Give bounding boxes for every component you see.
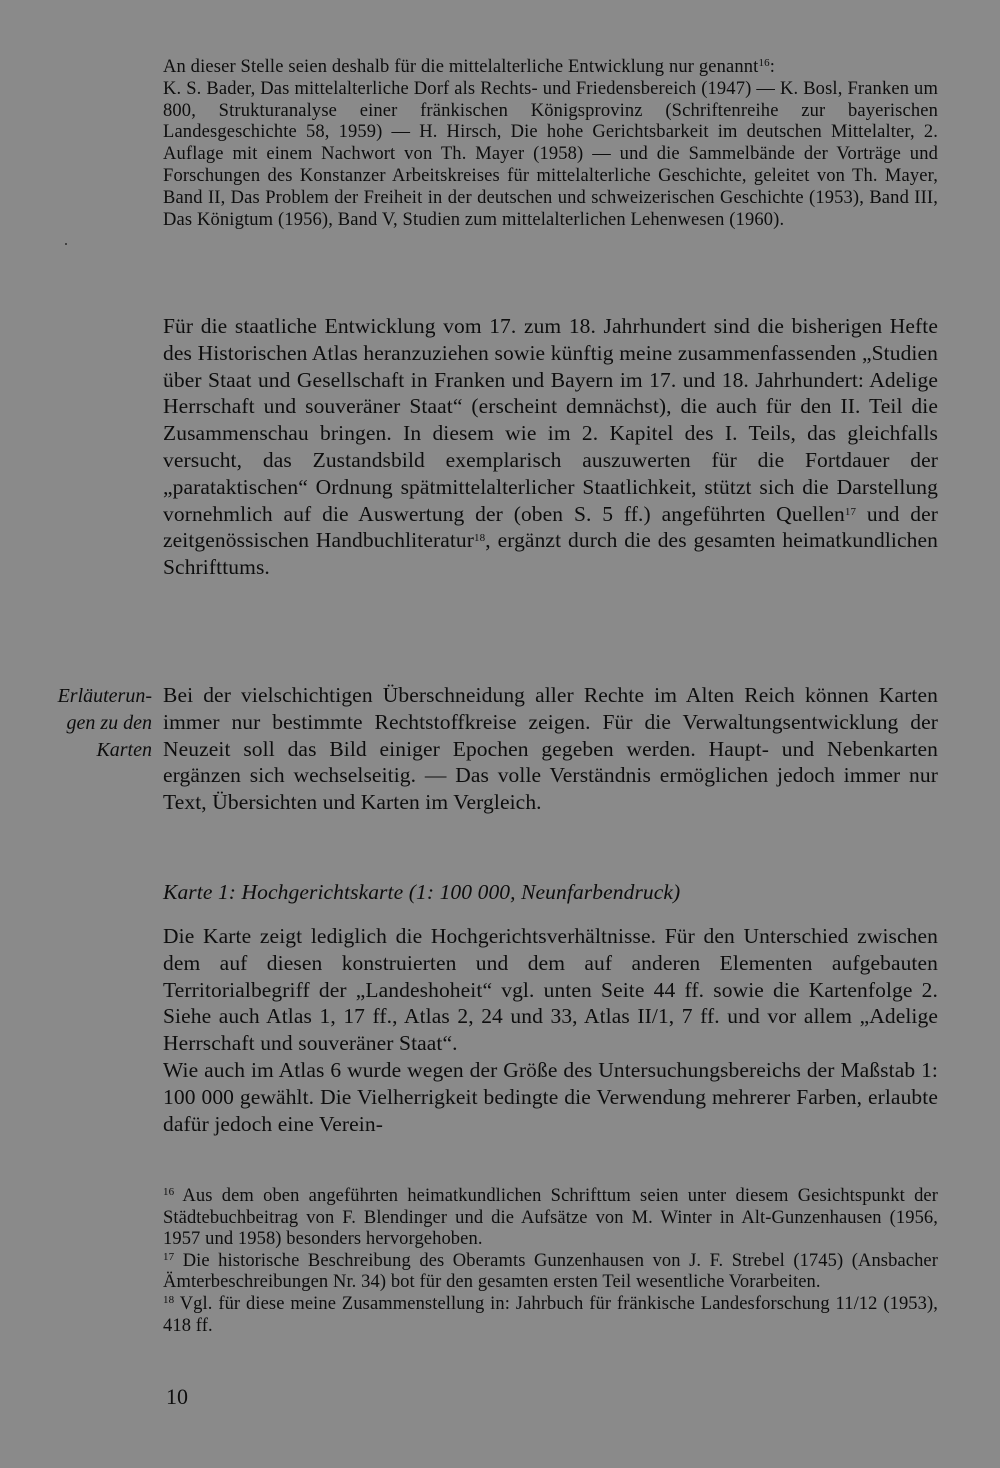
page-number: 10 <box>166 1384 188 1409</box>
footnote-number: 17 <box>163 1250 175 1263</box>
bibliography-intro-tail: : <box>769 57 776 77</box>
footnote-17 <box>163 1251 938 1294</box>
paragraph-maps: Bei der vielschichtigen Überschneidung aller Rechte im Alten Reich können Karten immer nur bestimmte Rechtstoffkreise zeigen. Für die Verwaltungsentwicklung der Neuzeit soll das Bild einiger Epochen gegeben werden. Haupt- und Nebenkarten ergänzen sich wechselseitig. — Das volle Verständnis ermöglichen jedoch immer nur Text, Übersichten und Karten im Vergleich. <box>163 683 938 815</box>
bibliography-paragraph <box>163 57 938 231</box>
paragraph-state-development <box>163 313 938 581</box>
margin-note-line: Karten <box>96 738 152 761</box>
section-heading: Karte 1: Hochgerichtskarte (1: 100 000, Neunfarbendruck) <box>163 880 681 904</box>
footnotes <box>163 1186 938 1337</box>
footnote-text: Die historische Beschreibung des Oberamts Gunzenhausen von J. F. Strebel (1745) (Ansbacher Ämterbeschreibungen Nr. 34) bot für den gesamten ersten Teil wesentliche Vorarbeiten. <box>163 1250 938 1293</box>
footnote-number: 16 <box>163 1186 175 1198</box>
footnote-ref-16: 16 <box>758 57 770 69</box>
paragraph-state-part3: , ergänzt durch die des gesamten heimatkundlichen Schrifttums. <box>163 528 938 580</box>
bibliography-intro: An dieser Stelle seien deshalb für die mittelalterliche Entwicklung nur genannt <box>163 57 759 77</box>
paragraph-karte <box>163 923 938 1137</box>
footnote-ref-17: 17 <box>844 505 857 518</box>
paragraph-state-part1: Für die staatliche Entwicklung vom 17. zum 18. Jahrhundert sind die bisherigen Hefte des Historischen Atlas heranzuziehen sowie künftig meine zusammenfassenden „Studien über Staat und Gesellschaft in Franken und Bayern im 17. und 18. Jahrhundert: Adelige Herrschaft und souveräner Staat“ (erscheint demnächst), die auch für den II. Teil die Zusammenschau bringen. In diesem wie im 2. Kapitel des I. Teils, das gleichfalls versucht, das Zustandsbild exemplarisch auszuwerten für die Fortdauer der „parataktischen“ Ordnung spätmittelalterlicher Staatlichkeit, stützt sich die Darstellung vornehmlich auf die Auswertung der (oben S. 5 ff.) angeführten Quellen <box>163 314 938 526</box>
paragraph-karte-part1: Die Karte zeigt lediglich die Hochgerichtsverhältnisse. Für den Unterschied zwischen dem auf diesen konstruierten und dem auf anderen Elementen aufgebauten Territorialbegriff der „Landeshoheit“ vgl. unten Seite 44 ff. sowie die Kartenfolge 2. Siehe auch Atlas 1, 17 ff., Atlas 2, 24 und 33, Atlas II/1, 7 ff. und vor allem „Adelige Herrschaft und souveräner Staat“. <box>163 924 938 1056</box>
footnote-text: Vgl. für diese meine Zusammenstellung in: Jahrbuch für fränkische Landesforschung 11/12 (1953), 418 ff. <box>163 1293 938 1336</box>
footnote-number: 18 <box>163 1293 175 1306</box>
footnote-16 <box>163 1186 938 1251</box>
footnote-text: Aus dem oben angeführten heimatkundlichen Schrifttum seien unter diesem Gesichtspunkt der Städtebuchbeitrag von F. Blendinger und die Aufsätze von M. Winter in Alt-Gunzenhausen (1956, 1957 und 1958) besonders hervorgehoben. <box>163 1186 938 1250</box>
bibliography-list: K. S. Bader, Das mittelalterliche Dorf als Rechts- und Friedensbereich (1947) — K. Bosl, Franken um 800, Strukturanalyse einer fränkischen Königsprovinz (Schriftenreihe zur bayerischen Landesgeschichte 58, 1959) — H. Hirsch, Die hohe Gerichtsbarkeit im deutschen Mittelalter, 2. Auflage mit einem Nachwort von Th. Mayer (1958) — und die Sammelbände der Vorträge und Forschungen des Konstanzer Arbeitskreises für mittelalterliche Geschichte, geleitet von Th. Mayer, Band II, Das Problem der Freiheit in der deutschen und schweizerischen Geschichte (1953), Band III, Das Königtum (1956), Band V, Studien zum mittelalterlichen Lehenwesen (1960). <box>163 78 938 230</box>
page-speck <box>65 243 67 245</box>
margin-note-line: Erläuterun- <box>57 685 152 707</box>
footnote-ref-18: 18 <box>474 532 486 545</box>
footnote-18 <box>163 1294 938 1337</box>
margin-note <box>24 683 152 763</box>
margin-note-line: gen zu den <box>66 711 152 734</box>
paragraph-karte-part2: Wie auch im Atlas 6 wurde wegen der Größe des Untersuchungsbereichs der Maßstab 1: 100 000 gewählt. Die Vielherrigkeit bedingte die Verwendung mehrerer Farben, erlaubte dafür jedoch eine Verein- <box>163 1057 938 1136</box>
paragraph-state-part2: und der zeitgenössischen Handbuchliteratur <box>163 501 938 553</box>
